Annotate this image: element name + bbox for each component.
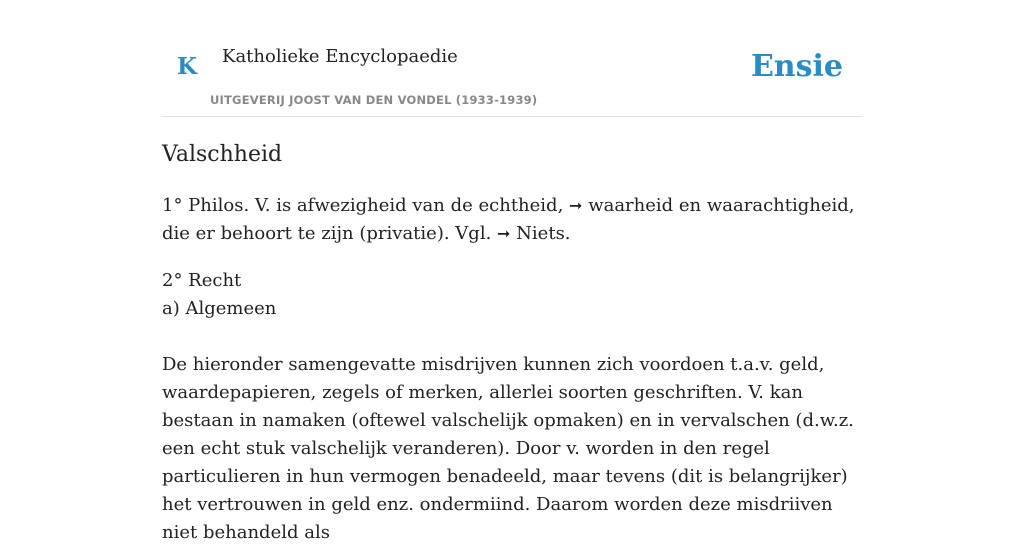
section-philosophy [162, 192, 862, 248]
page-title: Valschheid [162, 142, 283, 167]
publisher-label: UITGEVERIJ JOOST VAN DEN VONDEL (1933-1939) [210, 93, 538, 107]
section-law-heading: 2° Recht [162, 270, 242, 291]
section-law [162, 267, 862, 323]
body-paragraph: De hieronder samengevatte misdrijven kunnen zich voordoen t.a.v. geld, waardepapieren, zegels of merken, allerlei soorten geschriften. V. kan bestaan in namaken (oftewel valschelijk opmaken) en in vervalschen (d.w.z. een echt stuk valschelijk veranderen). Door v. worden in den regel particulieren in hun vermogen benadeeld, maar tevens (dit is belangrijker) het vertrouwen in geld enz. ondermiind. Daarom worden deze misdriiven niet behandeld als [162, 354, 854, 543]
link-waarheid[interactable]: waarheid en waarachtigheid, die er behoort te zijn (privatie). Vgl. [162, 195, 855, 244]
logo-icon[interactable]: K [177, 53, 197, 80]
arrow-right-icon: ➞ [497, 224, 511, 243]
arrow-right-icon: ➞ [569, 196, 583, 215]
site-title-link[interactable]: Katholieke Encyclopaedie [222, 46, 458, 67]
section-philosophy-text-a: 1° Philos. V. is afwezigheid van de echtheid, [162, 195, 564, 216]
article-content [162, 140, 862, 547]
brand-logo-link[interactable]: Ensie [750, 49, 843, 84]
section-law-subheading: a) Algemeen [162, 298, 277, 319]
site-header [162, 0, 862, 117]
link-niets[interactable]: Niets. [516, 223, 571, 244]
